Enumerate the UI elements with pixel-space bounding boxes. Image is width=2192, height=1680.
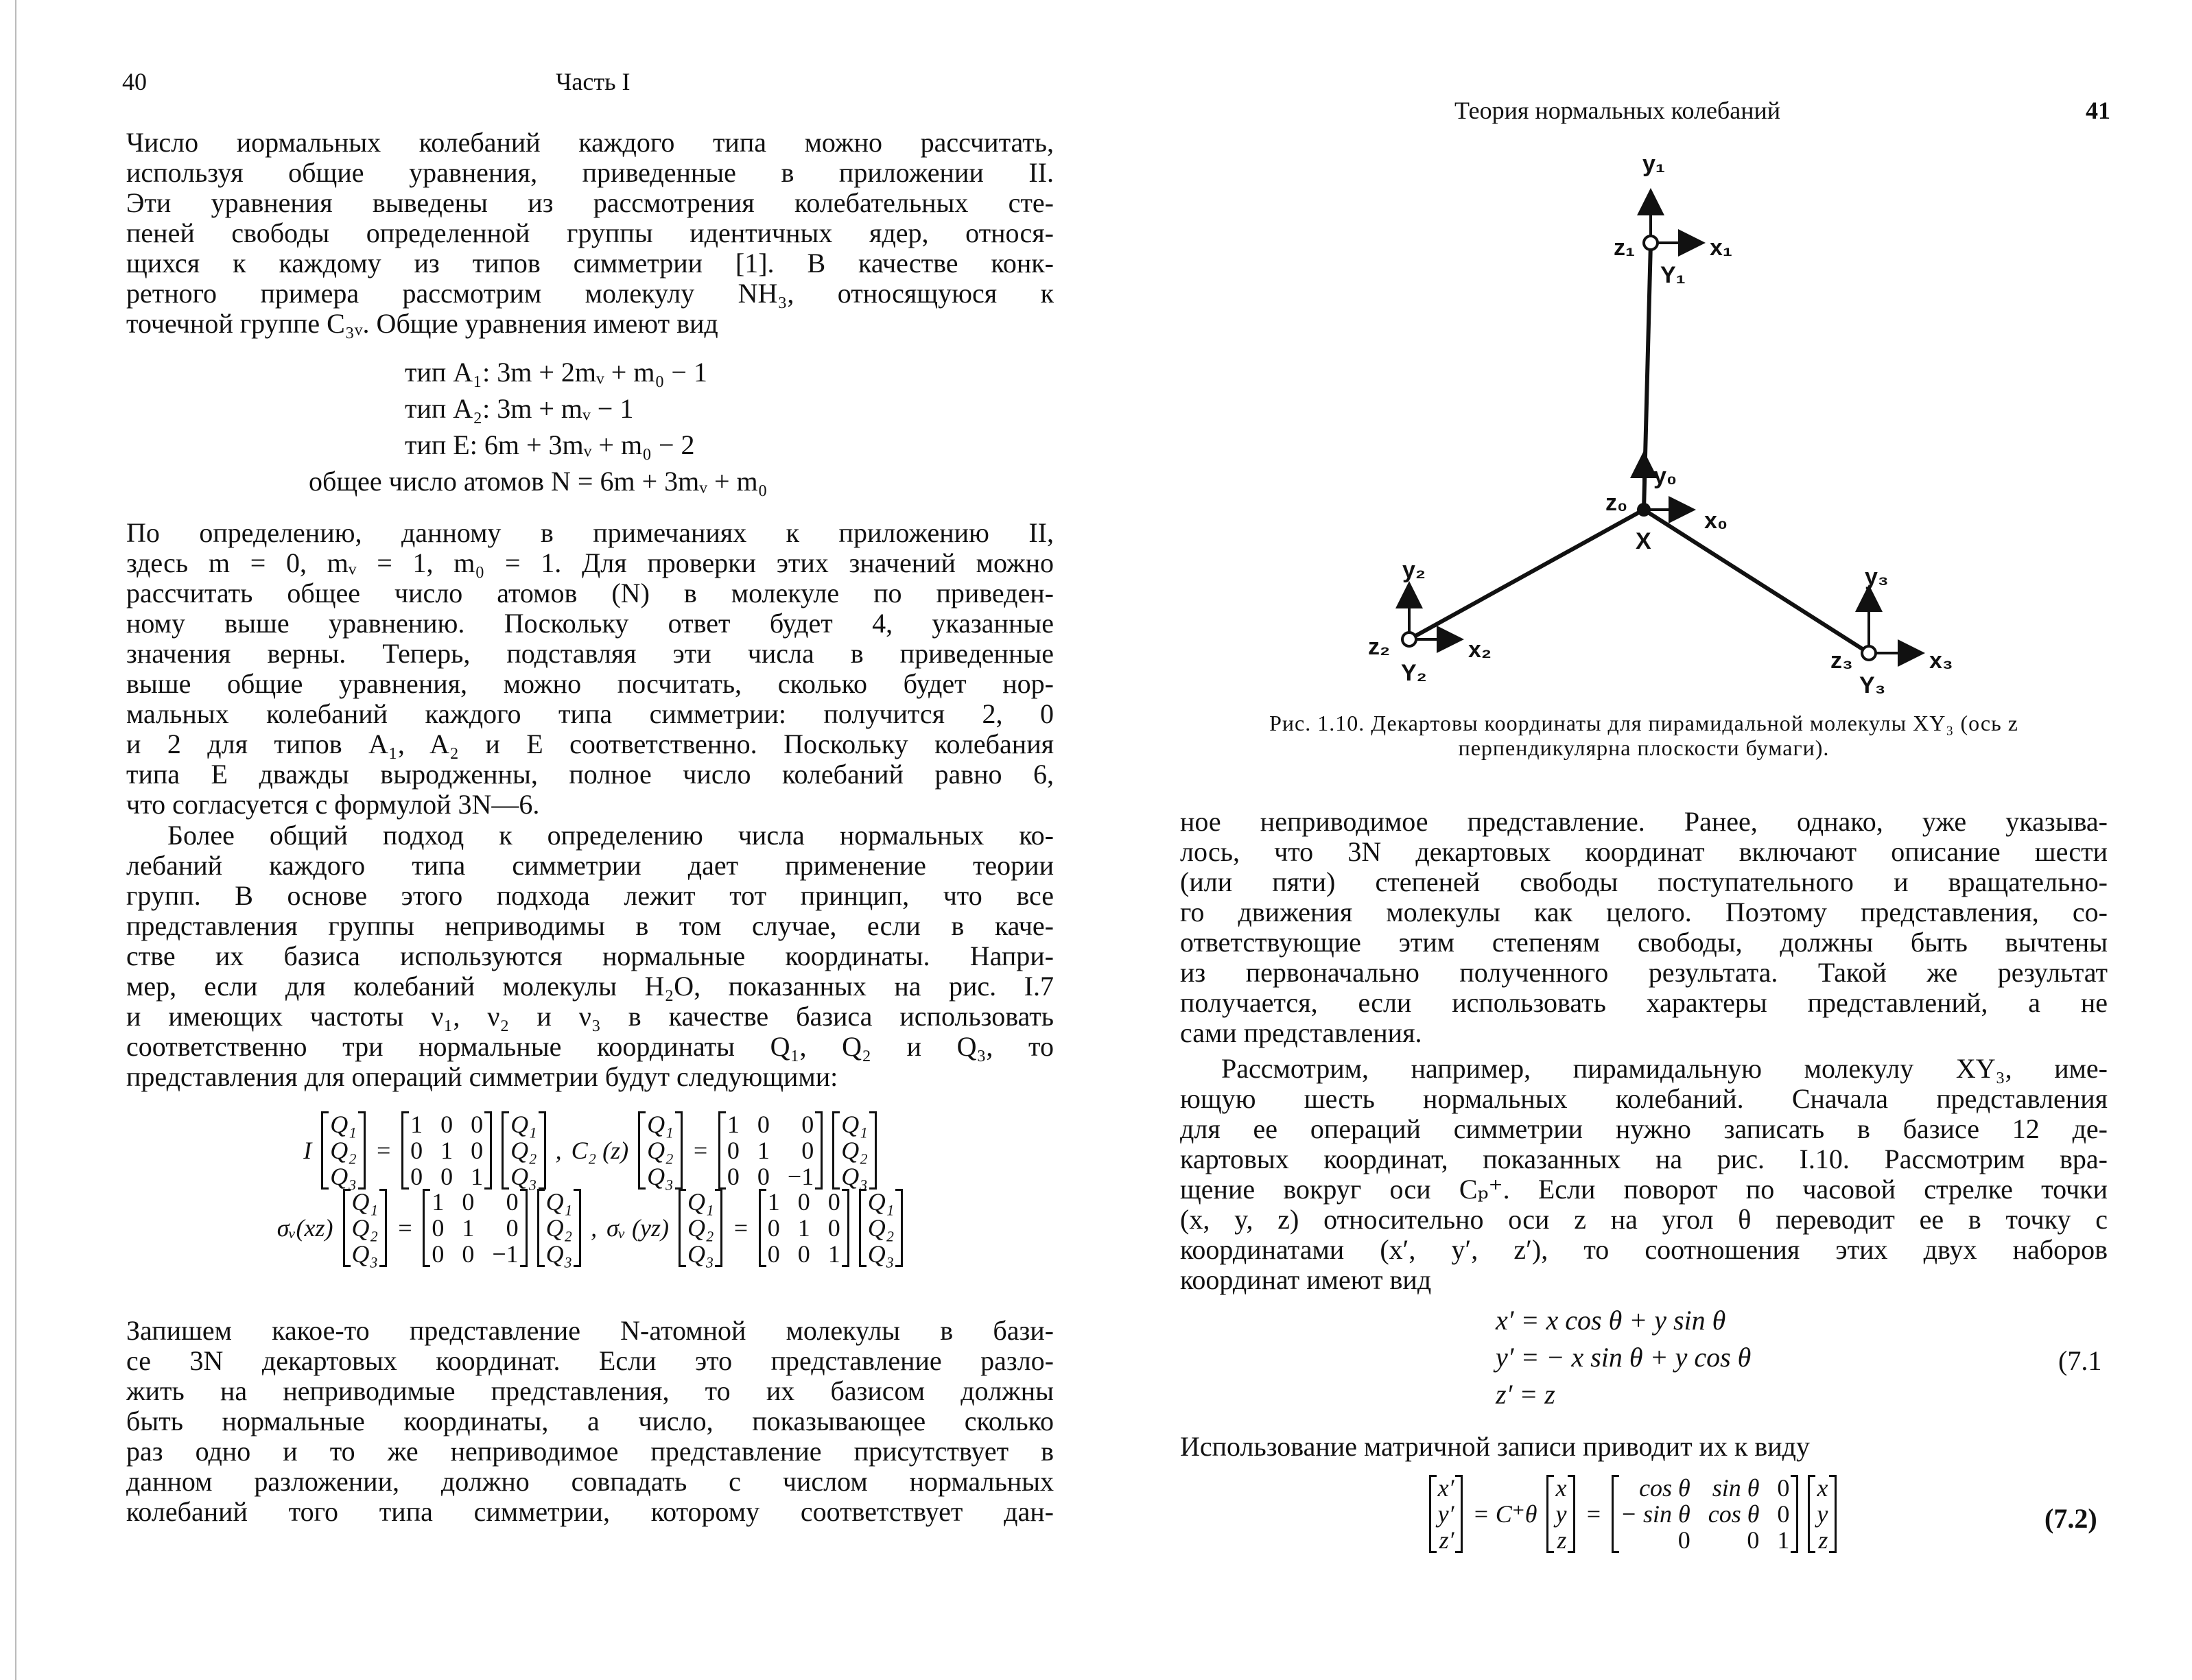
- text-line: используя общие уравнения, приведенные в приложении II.: [126, 158, 1054, 188]
- text-line: картовых координат, показанных на рис. I.10. Рассмотрим вра-: [1180, 1144, 2108, 1174]
- matrix-cell: 0: [462, 1188, 475, 1216]
- label-Y3: Y₃: [1859, 672, 1886, 698]
- matrix-cell: z: [1818, 1526, 1828, 1554]
- matrix-cell: − sin θ: [1620, 1500, 1690, 1528]
- label-x2: x₂: [1468, 637, 1492, 663]
- matrix-cell: y: [1817, 1500, 1828, 1528]
- matrix-cell: 0: [797, 1240, 810, 1268]
- bond-x-y3: [1644, 510, 1869, 653]
- equation-symbol: σᵥ (yz): [606, 1214, 669, 1242]
- text-line: Эти уравнения выведены из рассмотрения колебательных сте-: [126, 188, 1054, 218]
- text-line: раз одно и то же неприводимое представление присутствует в: [126, 1436, 1054, 1467]
- matrix-cell: Q₂: [841, 1137, 868, 1164]
- matrix-cell: Q₂: [510, 1137, 537, 1164]
- label-z0: z₀: [1605, 490, 1628, 516]
- text-line: Рассмотрим, например, пирамидальную молекулу XY₃, име-: [1221, 1054, 2108, 1084]
- column-vector: [502, 1111, 546, 1190]
- matrix-cell: Q₁: [867, 1188, 895, 1216]
- label-x0: x₀: [1704, 508, 1728, 534]
- atom-y3: [1862, 646, 1876, 660]
- text-line: пеней свободы определенной группы идентичных ядер, относя-: [126, 218, 1054, 248]
- matrix-cell: y′: [1437, 1500, 1454, 1528]
- text-line: точечной группе C₃ᵥ. Общие уравнения имеют вид: [126, 309, 718, 339]
- equation-symbol: =: [375, 1137, 392, 1164]
- label-y3: y₃: [1865, 564, 1889, 590]
- text-line: По определению, данному в примечаниях к приложению II,: [126, 518, 1054, 548]
- matrix-cell: 0: [432, 1214, 445, 1242]
- matrix-cell: Q₁: [510, 1111, 537, 1138]
- matrix-cell: Q₁: [687, 1188, 714, 1216]
- text-line: се 3N декартовых координат. Если это представление разло-: [126, 1346, 1054, 1376]
- matrix-cell: Q₃: [647, 1163, 674, 1190]
- matrix-cell: Q₃: [510, 1163, 537, 1190]
- text-line: значения верны. Теперь, подставляя эти числа в приведенные: [126, 639, 1054, 669]
- right-paragraph-2: [1180, 1054, 2108, 1295]
- text-line: из первоначально полученного результата. Такой же результат: [1180, 958, 2108, 988]
- matrix-cell: Q₂: [351, 1214, 379, 1242]
- label-y2: y₂: [1402, 557, 1426, 583]
- column-vector: [537, 1189, 582, 1267]
- text-line: здесь m = 0, mᵥ = 1, m₀ = 1. Для проверки этих значений можно: [126, 548, 1054, 578]
- text-line: Более общий подход к определению числа нормальных ко-: [167, 820, 1054, 851]
- matrix-cell: Q₁: [351, 1188, 379, 1216]
- matrix-cell: x′: [1437, 1474, 1454, 1502]
- matrix-cell: Q₃: [545, 1240, 573, 1268]
- figure-xy3-coordinates: [0, 0, 2192, 713]
- matrix: [1612, 1475, 1799, 1553]
- matrix-cell: 0: [1777, 1500, 1790, 1528]
- matrix-cell: 1: [410, 1111, 423, 1138]
- atom-y2: [1402, 632, 1416, 646]
- text-line: данном разложении, должно совпадать с числом нормальных: [126, 1467, 1054, 1497]
- matrix-cell: Q₃: [841, 1163, 868, 1190]
- label-X: X: [1636, 528, 1651, 554]
- formula-e: тип E: 6m + 3mᵥ + m₀ − 2: [405, 429, 695, 460]
- text-line: быть нормальные координаты, а число, показывающее сколько: [126, 1406, 1054, 1436]
- text-line: го движения молекулы как целого. Поэтому представления, со-: [1180, 897, 2108, 927]
- text-line: Число иормальных колебаний каждого типа можно рассчитать,: [126, 128, 1054, 158]
- matrix-cell: 0: [827, 1214, 840, 1242]
- matrix-cell: 0: [727, 1137, 740, 1164]
- column-vector: [1808, 1475, 1837, 1553]
- matrix-cell: 0: [767, 1214, 780, 1242]
- right-paragraph-1: [1180, 807, 2108, 1048]
- text-line: групп. В основе этого подхода лежит тот принцип, что все: [126, 881, 1054, 911]
- text-line: и 2 для типов A₁, A₂ и E соответственно. Поскольку колебания: [126, 729, 1054, 759]
- matrix-cell: Q₂: [647, 1137, 674, 1164]
- matrix-cell: x: [1817, 1474, 1828, 1502]
- matrix-cell: 0: [757, 1163, 770, 1190]
- label-y0: y₀: [1653, 463, 1677, 489]
- text-line: что согласуется с формулой 3N—6.: [126, 790, 540, 820]
- equation-7-1-line-3: z′ = z: [1496, 1379, 1555, 1410]
- matrix-cell: 0: [801, 1137, 814, 1164]
- matrix-cell: Q₃: [351, 1240, 379, 1268]
- matrix-cell: cos θ: [1708, 1500, 1760, 1528]
- matrix-cell: 0: [727, 1163, 740, 1190]
- matrix-cell: 1: [827, 1240, 840, 1268]
- text-line: ретного примера рассмотрим молекулу NH₃, относящуюся к: [126, 279, 1054, 309]
- label-x1: x₁: [1710, 235, 1732, 261]
- column-vector: [1429, 1475, 1463, 1553]
- text-line: Запишем какое-то представление N-атомной молекулы в бази-: [126, 1316, 1054, 1346]
- running-head-left: Часть I: [556, 68, 631, 95]
- matrix-cell: 0: [410, 1137, 423, 1164]
- text-line: ное неприводимое представление. Ранее, однако, уже указыва-: [1180, 807, 2108, 837]
- matrix-cell: 0: [440, 1163, 453, 1190]
- equation-symbol: =: [692, 1137, 709, 1164]
- matrix-cell: −1: [492, 1240, 519, 1268]
- matrix-cell: Q₃: [687, 1240, 714, 1268]
- equation-symbol: ,: [555, 1137, 562, 1164]
- figure-caption-line-2: перпендикулярна плоскости бумаги).: [1458, 735, 1830, 760]
- equation-number-7-2: (7.2): [2044, 1503, 2097, 1534]
- label-z1: z₁: [1614, 235, 1636, 261]
- text-line: Использование матричной записи приводит их к виду: [1180, 1432, 1811, 1462]
- text-line: представления группы неприводимы в том случае, если в каче-: [126, 911, 1054, 941]
- column-vector: [343, 1189, 388, 1267]
- matrix-cell: 0: [471, 1111, 484, 1138]
- matrix-cell: −1: [787, 1163, 814, 1190]
- formula-a2: тип A₂: 3m + mᵥ − 1: [405, 393, 634, 424]
- matrix-cell: 1: [1777, 1526, 1790, 1554]
- left-paragraph-4: [126, 1316, 1054, 1527]
- equation-symbol: σᵥ(xz): [276, 1214, 333, 1242]
- matrix-cell: cos θ: [1639, 1474, 1690, 1502]
- matrix-cell: Q₁: [647, 1111, 674, 1138]
- label-x3: x₃: [1929, 648, 1953, 674]
- matrix-cell: z′: [1439, 1526, 1454, 1554]
- matrix: [718, 1111, 823, 1190]
- text-line: щихся к каждому из типов симметрии [1]. В качестве конк-: [126, 248, 1054, 279]
- matrix-cell: 1: [432, 1188, 445, 1216]
- text-line: типа E дважды выродженны, полное число колебаний равно 6,: [126, 759, 1054, 790]
- text-line: лось, что 3N декартовых координат включают описание шести: [1180, 837, 2108, 867]
- matrix-cell: 0: [506, 1214, 519, 1242]
- text-line: жить на неприводимые представления, то их базисом должны: [126, 1376, 1054, 1406]
- page-number-left: 40: [122, 68, 147, 95]
- atom-x: [1637, 503, 1651, 517]
- matrix-cell: Q₂: [545, 1214, 573, 1242]
- matrix-cell: Q₂: [687, 1214, 714, 1242]
- text-line: и имеющих частоты ν₁, ν₂ и ν₃ в качестве базиса использовать: [126, 1002, 1054, 1032]
- matrix-cell: sin θ: [1712, 1474, 1760, 1502]
- equation-7-2: [1338, 1475, 1928, 1553]
- symmetry-matrix-row-2: [126, 1189, 1054, 1267]
- matrix-cell: 1: [471, 1163, 484, 1190]
- equation-symbol: I: [303, 1137, 312, 1164]
- matrix-cell: 0: [767, 1240, 780, 1268]
- equation-symbol: C₂ (z): [571, 1137, 629, 1164]
- matrix-cell: 1: [440, 1137, 453, 1164]
- column-vector: [832, 1111, 877, 1190]
- matrix-cell: 0: [440, 1111, 453, 1138]
- matrix-cell: 1: [797, 1214, 810, 1242]
- label-y1: y₁: [1642, 151, 1665, 177]
- matrix-cell: 0: [801, 1111, 814, 1138]
- equation-symbol: ,: [591, 1214, 598, 1242]
- text-line: сами представления.: [1180, 1018, 1422, 1048]
- matrix-cell: 0: [757, 1111, 770, 1138]
- matrix-cell: Q₃: [330, 1163, 357, 1190]
- matrix-cell: 0: [471, 1137, 484, 1164]
- matrix-cell: 0: [1747, 1526, 1760, 1554]
- matrix-cell: 1: [462, 1214, 475, 1242]
- figure-caption: [1180, 711, 2108, 760]
- column-vector: [1546, 1475, 1575, 1553]
- running-head-right: Теория нормальных колебаний: [1454, 97, 1781, 124]
- text-line: координат имеют вид: [1180, 1265, 1432, 1295]
- text-line: лебаний каждого типа симметрии дает применение теории: [126, 851, 1054, 881]
- matrix-cell: 0: [462, 1240, 475, 1268]
- equation-number-7-1: (7.1: [2058, 1345, 2102, 1376]
- matrix-cell: 0: [432, 1240, 445, 1268]
- column-vector: [679, 1189, 723, 1267]
- label-Y2: Y₂: [1401, 660, 1427, 686]
- text-line: соответственно три нормальные координаты Q₁, Q₂ и Q₃, то: [126, 1032, 1054, 1062]
- formula-total-atoms: общее число атомов N = 6m + 3mᵥ + m₀: [309, 466, 768, 497]
- column-vector: [638, 1111, 683, 1190]
- label-z3: z₃: [1830, 648, 1853, 674]
- text-line: мальных колебаний каждого типа симметрии: получится 2, 0: [126, 699, 1054, 729]
- label-z2: z₂: [1368, 634, 1391, 660]
- matrix-cell: Q₂: [867, 1214, 895, 1242]
- column-vector: [859, 1189, 904, 1267]
- text-line: (x, y, z) относительно оси z на угол θ переводит ее в точку с: [1180, 1205, 2108, 1235]
- matrix-cell: Q₃: [867, 1240, 895, 1268]
- matrix-cell: Q₂: [330, 1137, 357, 1164]
- text-line: ющую шесть нормальных колебаний. Сначала представления: [1180, 1084, 2108, 1114]
- matrix: [401, 1111, 492, 1190]
- text-line: колебаний того типа симметрии, которому соответствует дан-: [126, 1497, 1054, 1527]
- text-line: стве их базиса используются нормальные координаты. Напри-: [126, 941, 1054, 971]
- matrix: [423, 1189, 527, 1267]
- page-number-right: 41: [2086, 97, 2110, 124]
- column-vector: [321, 1111, 366, 1190]
- matrix-cell: Q₁: [841, 1111, 868, 1138]
- text-line: получается, если использовать характеры представлений, а не: [1180, 988, 2108, 1018]
- figure-caption-line-1: Рис. 1.10. Декартовы координаты для пирамидальной молекулы XY₃ (ось z: [1269, 711, 2018, 735]
- equation-7-1-line-2: y′ = − x sin θ + y cos θ: [1496, 1342, 1752, 1373]
- matrix-cell: 0: [410, 1163, 423, 1190]
- text-line: выше общие уравнения, можно посчитать, сколько будет нор-: [126, 669, 1054, 699]
- matrix-cell: 1: [757, 1137, 770, 1164]
- text-line: рассчитать общее число атомов (N) в молекуле по приведен-: [126, 578, 1054, 608]
- text-line: (или пяти) степеней свободы поступательного и вращательно-: [1180, 867, 2108, 897]
- label-Y1: Y₁: [1660, 262, 1686, 288]
- symmetry-matrix-row-1: [126, 1111, 1054, 1190]
- equation-7-1-line-1: x′ = x cos θ + y sin θ: [1496, 1305, 1726, 1336]
- equation-symbol: = C⁺θ: [1472, 1500, 1537, 1528]
- left-paragraph-3: [126, 820, 1054, 1092]
- matrix-cell: 0: [506, 1188, 519, 1216]
- text-line: для ее операций симметрии нужно записать в базисе 12 де-: [1180, 1114, 2108, 1144]
- matrix-cell: 0: [827, 1188, 840, 1216]
- matrix-cell: y: [1555, 1500, 1567, 1528]
- matrix: [759, 1189, 849, 1267]
- bond-x-y2: [1409, 510, 1644, 639]
- equation-symbol: =: [397, 1214, 414, 1242]
- formula-a1: тип A₁: 3m + 2mᵥ + m₀ − 1: [405, 357, 707, 388]
- matrix-cell: z: [1557, 1526, 1567, 1554]
- matrix-cell: 0: [1777, 1474, 1790, 1502]
- equation-symbol: =: [1585, 1500, 1602, 1528]
- text-line: мер, если для колебаний молекулы H₂O, показанных на рис. I.7: [126, 971, 1054, 1002]
- matrix-cell: Q₁: [330, 1111, 357, 1138]
- right-paragraph-3: [1180, 1432, 2108, 1462]
- text-line: ному выше уравнению. Поскольку ответ будет 4, указанные: [126, 608, 1054, 639]
- matrix-cell: 1: [727, 1111, 740, 1138]
- text-line: щение вокруг оси Cₚ⁺. Если поворот по часовой стрелке точки: [1180, 1174, 2108, 1205]
- equation-symbol: =: [732, 1214, 749, 1242]
- text-line: координатами (x′, y′, z′), то соотношения этих двух наборов: [1180, 1235, 2108, 1265]
- atom-y1: [1644, 236, 1658, 250]
- matrix-cell: Q₁: [545, 1188, 573, 1216]
- matrix-cell: 0: [1677, 1526, 1690, 1554]
- matrix-cell: x: [1555, 1474, 1567, 1502]
- text-line: представления для операций симметрии будут следующими:: [126, 1062, 838, 1092]
- text-line: ответствующие этим степеням свободы, должны быть вычтены: [1180, 927, 2108, 958]
- matrix-cell: 0: [797, 1188, 810, 1216]
- matrix-cell: 1: [767, 1188, 780, 1216]
